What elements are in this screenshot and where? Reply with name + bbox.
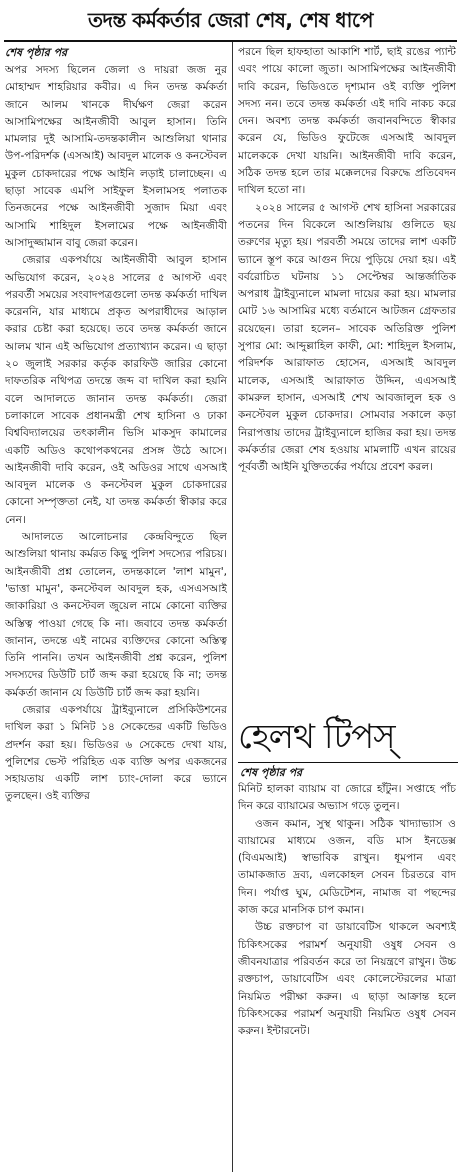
left-paragraph: আদালতে আলোচনার কেন্দ্রবিন্দুতে ছিল আশুলিয়া থানায় কর্মরত কিছু পুলিশ সদস্যের পরিচয়। আইনজীবী প্রশ্ন তোলেন, তদন্তকালে 'লাশ মামুন', 'ভাত্তা মামুন', কনস্টেবল আবদুল হক, এসএসআই জাকারিয়া ও কনস্টেবল জুয়েল নামে কোনো ব্যক্তির অস্তিত্ব পাওয়া গেছে কি না। জবাবে তদন্ত কর্মকর্তা জানান, তদন্তে এই নামের ব্যক্তিদের কোনো অস্তিত্ব তিনি পাননি। তখন আইনজীবী প্রশ্ন করেন, পুলিশ সদস্যদের ডিউটি চার্ট জব্দ করা হয়েছে কি না; তদন্ত কর্মকর্তা জানান যে ডিউটি চার্ট জব্দ করা হয়নি। xyxy=(5,531,227,699)
health-subhead: শেষ পৃষ্ঠার পর xyxy=(240,766,303,779)
right-paragraph: ২০২৪ সালের ৫ আগস্ট শেখ হাসিনা সরকারের পতনের দিন বিকেলে আশুলিয়ায় গুলিতে ছয় তরুণের মৃত্যু হয়। পরবর্তী সময়ে তাদের লাশ একটি ভ্যানে স্তূপ করে আগুন দিয়ে পুড়িয়ে দেয়া হয়। এই বর্বরোচিত ঘটনায় ১১ সেপ্টেম্বর আন্তর্জাতিক অপরাধ ট্রাইব্যুনালে মামলা দায়ের করা হয়। মামলার মোট ১৬ আসামির মধ্যে বর্তমানে আটজন গ্রেফতার রয়েছেন। তারা হলেন– সাবেক অতিরিক্ত পুলিশ সুপার মো: আব্দুল্লাহিল কাফী, মো: শাহিদুল ইসলাম, পরিদর্শক আরাফাত হোসেন, এসআই আবদুল মালেক, এসআই আরাফাত উদ্দিন, এএসআই কামরুল হাসান, এসআই শেখ আবজালুল হক ও কনস্টেবল মুকুল চোকদার। সোমবার সকালে কড়া নিরাপত্তায় তাদের ট্রাইব্যুনালে হাজির করা হয়। তদন্ত কর্মকর্তার জেরা শেষ হওয়ায় মামলাটি এখন রায়ের পূর্ববর্তী আইনি যুক্তিতর্কের পর্যায়ে প্রবেশ করল। xyxy=(238,201,456,474)
right-column xyxy=(238,44,456,704)
left-subhead: শেষ পৃষ্ঠার পর xyxy=(5,46,68,59)
headline: তদন্ত কর্মকর্তার জেরা শেষ, শেষ ধাপে xyxy=(88,8,373,32)
left-paragraph: জেরার একপর্যায়ে আইনজীবী আবুল হাসান অভিযোগ করেন, ২০২৪ সালের ৫ আগস্ট এবং পরবর্তী সময়ের সংবাদপত্রগুলো তদন্ত কর্মকর্তা দাখিল করেননি, যার মাধ্যমে প্রকৃত অপরাধীদের আড়াল করার চেষ্টা করা হয়েছে। তবে তদন্ত কর্মকর্তা জানে আলম খান এই অভিযোগ প্রত্যাখ্যান করেন। এ ছাড়া ২০ জুলাই সরকার কর্তৃক কারফিউ জারির কোনো দাফতরিক নথিপত্র তদন্তে জব্দ বা দাখিল করা হয়নি বলে আদালতে জানান তদন্ত কর্মকর্তা। জেরা চলাকালে সাবেক প্রধানমন্ত্রী শেখ হাসিনা ও ঢাকা বিশ্ববিদ্যালয়ের তৎকালীন ভিসি মাকসুদ কামালের একটি অডিও কথোপকথনের প্রসঙ্গ উঠে আসে। আইনজীবী দাবি করেন, ওই অডিওর সাথে এসআই আবদুল মালেক ও কনস্টেবল মুকুল চোকদারের কোনো সম্পৃক্ততা নেই, যা তদন্ত কর্মকর্তা স্বীকার করে নেন। xyxy=(5,254,227,526)
column-divider xyxy=(232,42,233,1172)
left-paragraph: জেরার একপর্যায়ে ট্রাইব্যুনালে প্রসিকিউশনের দাখিল করা ১ মিনিট ১৪ সেকেন্ডের একটি ভিডিও প্রদর্শন করা হয়। ভিডিওর ৬ সেকেন্ডে দেখা যায়, পুলিশের ভেস্ট পরিহিত এক ব্যক্তি অপর একজনের সহায়তায় একটি লাশ চ্যাং-দোলা করে ভ্যানে তুলছেন। ওই ব্যক্তির xyxy=(5,703,227,803)
health-column xyxy=(238,781,456,1170)
left-column xyxy=(5,44,227,1170)
right-paragraph: পরনে ছিল হাফহাতা আকাশি শার্ট, ছাই রঙের প্যান্ট এবং পায়ে কালো জুতা। আসামিপক্ষের আইনজীবী দাবি করেন, ভিডিওতে দৃশ্যমান ওই ব্যক্তি পুলিশ সদস্য নন। তবে তদন্ত কর্মকর্তা এই দাবি নাকচ করে দেন। অবশ্য তদন্ত কর্মকর্তা জবানবন্দিতে স্বীকার করেন যে, ভিডিও ফুটেজে এসআই আবদুল মালেককে দেখা যায়নি। আইনজীবী দাবি করেন, সঠিক তদন্ত হলে তার মক্কেলদের বিরুদ্ধে প্রতিবেদন দাখিল হতো না। xyxy=(238,46,456,197)
health-paragraph: মিনিট হালকা ব্যায়াম বা জোরে হাঁটুন। সপ্তাহে পাঁচ দিন করে ব্যায়ামের অভ্যাস গড়ে তুলুন। xyxy=(238,783,456,813)
health-tips-title: হেলথ টিপস্ xyxy=(238,717,395,757)
health-paragraph: ওজন কমান, সুস্থ থাকুন। সঠিক খাদ্যাভ্যাস ও ব্যায়ামের মাধ্যমে ওজন, বডি মাস ইনডেক্স (বিএমআই) স্বাভাবিক রাখুন। ধূমপান এবং তামাকজাত দ্রব্য, এলকোহল সেবন চিরতরে বাদ দিন। পর্যাপ্ত ঘুম, মেডিটেশন, নামাজ বা পছন্দের কাজ করে মানসিক চাপ কমান। xyxy=(238,817,456,917)
health-title-rule xyxy=(238,762,458,763)
headline-rule xyxy=(4,40,457,42)
health-paragraph: উচ্চ রক্তচাপ বা ডায়াবেটিস থাকলে অবশ্যই চিকিৎসকের পরামর্শ অনুযায়ী ওষুধ সেবন ও জীবনযাত্রার পরিবর্তন করে তা নিয়ন্ত্রণে রাখুন। উচ্চ রক্তচাপ, ডায়াবেটিস এবং কোলেস্টেরলের মাত্রা নিয়মিত পরীক্ষা করুন। এ ছাড়া আক্রান্ত হলে চিকিৎসকের পরামর্শ অনুযায়ী নিয়মিত ওষুধ সেবন করুন। ইন্টারনেট। xyxy=(238,921,456,1038)
left-paragraph: অপর সদস্য ছিলেন জেলা ও দায়রা জজ নুর মোহাম্মদ শাহরিয়ার কবীর। এ দিন তদন্ত কর্মকর্তা জানে আলম খানকে দীর্ঘক্ষণ জেরা করেন আসামিপক্ষের আইনজীবী আবুল হাসান। তিনি মামলার দুই আসামি-তদন্তকালীন আশুলিয়া থানার উপ-পরিদর্শক (এসআই) আবদুল মালেক ও কনস্টেবল মুকুল চোকদারের পক্ষে আইনি লড়াই চালাচ্ছেন। এ ছাড়া সাবেক এমপি সাইফুল ইসলামসহ পলাতক তিনজনের পক্ষে আইনজীবী সুজাদ মিয়া এবং আসামি শাহিদুল ইসলামের পক্ষে আইনজীবী আসাদুজ্জামান বাবু জেরা করেন। xyxy=(5,64,227,249)
